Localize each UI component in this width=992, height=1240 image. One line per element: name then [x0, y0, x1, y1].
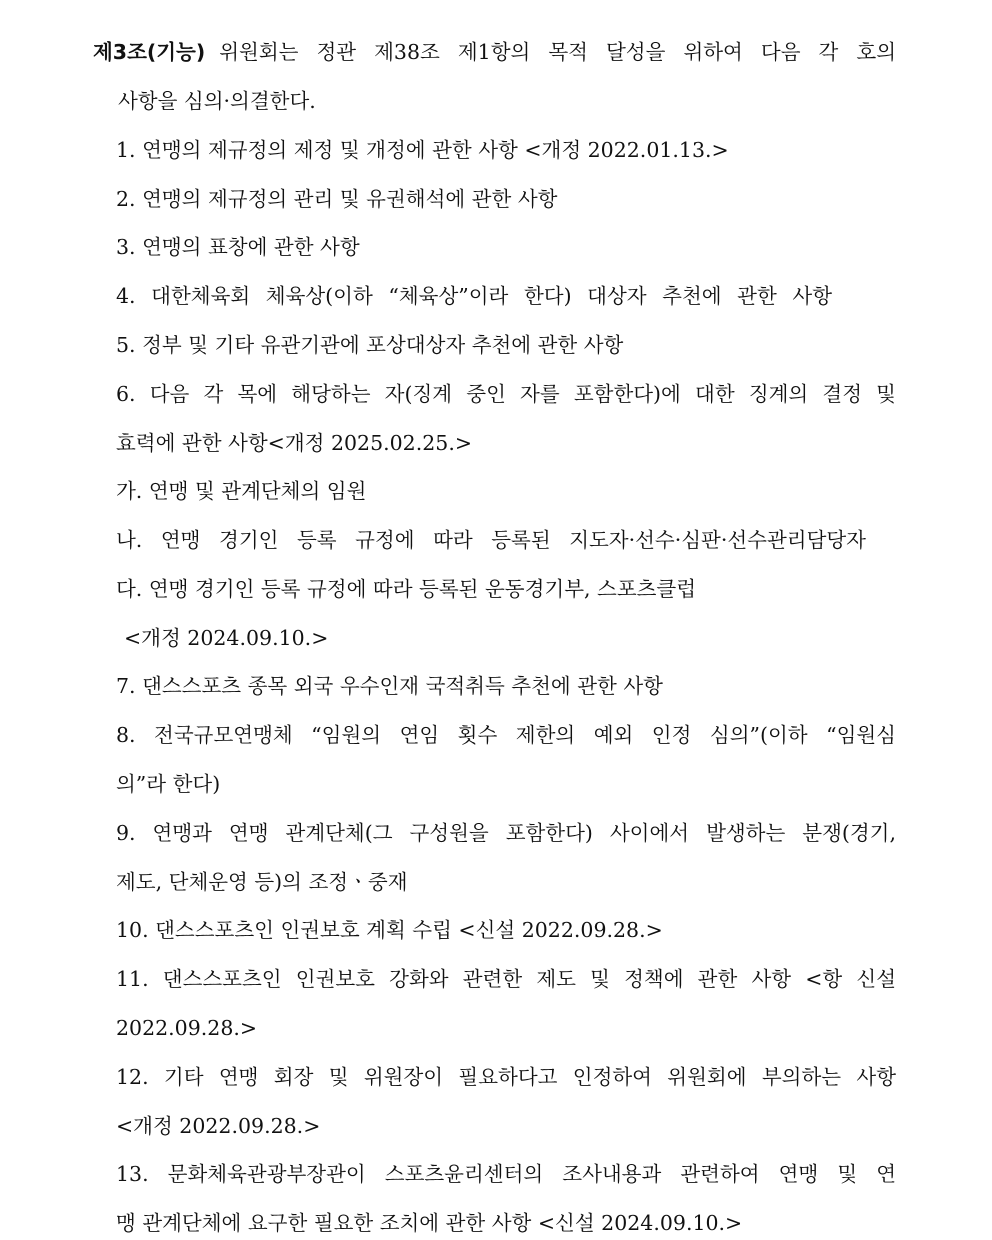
item-9-line1: 9. 연맹과 연맹 관계단체(그 구성원을 포함한다) 사이에서 발생하는 분쟁(경기, [116, 821, 896, 845]
item-4: 4. 대한체육회 체육상(이하 “체육상”이라 한다) 대상자 추천에 관한 사항 [116, 284, 832, 308]
item-13-line1: 13. 문화체육관광부장관이 스포츠윤리센터의 조사내용과 관련하여 연맹 및 연 [116, 1162, 896, 1186]
item-7: 7. 댄스스포츠 종목 외국 우수인재 국적취득 추천에 관한 사항 [116, 674, 663, 698]
article-heading: 제3조(기능) [93, 40, 206, 64]
article-intro-line1: 위원회는 정관 제38조 제1항의 목적 달성을 위하여 다음 각 호의 [219, 40, 896, 64]
item-11-line1: 11. 댄스스포츠인 인권보호 강화와 관련한 제도 및 정책에 관한 사항 <항 신설 [116, 967, 896, 991]
item-6-line1: 6. 다음 각 목에 해당하는 자(징계 중인 자를 포함한다)에 대한 징계의 결정 및 [116, 382, 896, 406]
item-10: 10. 댄스스포츠인 인권보호 계획 수립 <신설 2022.09.28.> [116, 918, 663, 942]
item-2: 2. 연맹의 제규정의 관리 및 유권해석에 관한 사항 [116, 187, 558, 211]
item-5: 5. 정부 및 기타 유관기관에 포상대상자 추천에 관한 사항 [116, 333, 624, 357]
subitem-na: 나. 연맹 경기인 등록 규정에 따라 등록된 지도자·선수·심판·선수관리담당자 [116, 528, 866, 552]
article-intro-line2: 사항을 심의·의결한다. [118, 89, 316, 113]
subitem-da-amendment: <개정 2024.09.10.> [124, 626, 329, 650]
article-first-line [93, 37, 896, 67]
item-3: 3. 연맹의 표창에 관한 사항 [116, 235, 360, 259]
item-12-line2: <개정 2022.09.28.> [116, 1114, 321, 1138]
item-8-line1: 8. 전국규모연맹체 “임원의 연임 횟수 제한의 예외 인정 심의”(이하 “임원심 [116, 723, 896, 747]
item-9-line2: 제도, 단체운영 등)의 조정ㆍ중재 [116, 870, 408, 894]
item-8-line2: 의”라 한다) [116, 772, 221, 796]
item-6-line2: 효력에 관한 사항<개정 2025.02.25.> [116, 431, 473, 455]
item-13-line2: 맹 관계단체에 요구한 필요한 조치에 관한 사항 <신설 2024.09.10.> [116, 1211, 743, 1235]
subitem-ga: 가. 연맹 및 관계단체의 임원 [116, 479, 367, 503]
subitem-da: 다. 연맹 경기인 등록 규정에 따라 등록된 운동경기부, 스포츠클럽 [116, 577, 697, 601]
item-12-line1: 12. 기타 연맹 회장 및 위원장이 필요하다고 인정하여 위원회에 부의하는 사항 [116, 1065, 896, 1089]
item-11-line2: 2022.09.28.> [116, 1016, 258, 1040]
item-1: 1. 연맹의 제규정의 제정 및 개정에 관한 사항 <개정 2022.01.13.> [116, 138, 729, 162]
